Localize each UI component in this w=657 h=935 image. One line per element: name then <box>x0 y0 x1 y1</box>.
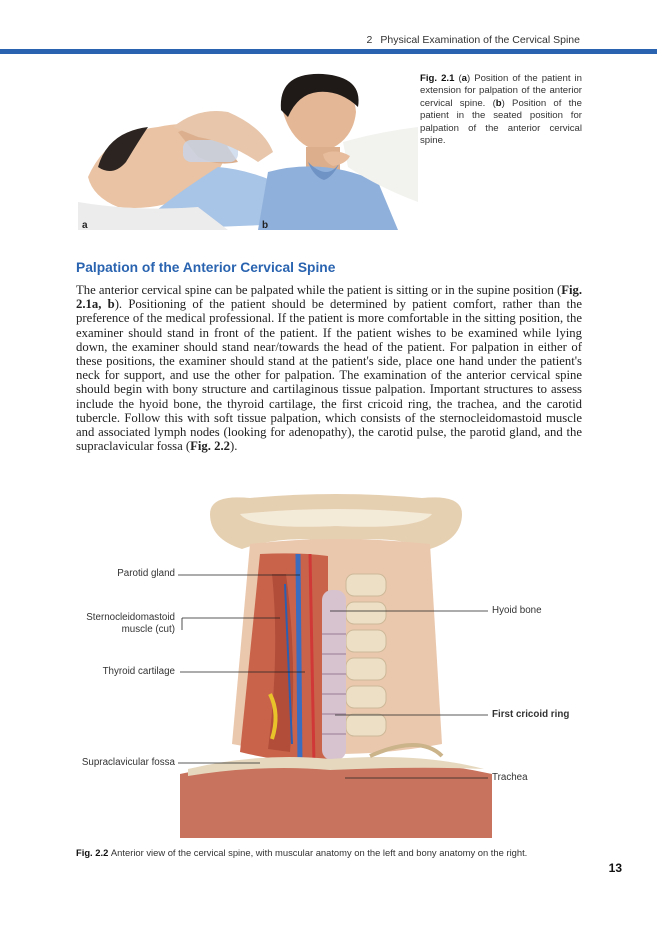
figure-2-2-illustration <box>180 494 492 838</box>
label-trachea: Trachea <box>492 772 528 783</box>
caption-ref-b: b <box>495 97 502 109</box>
caption-ref-a: a <box>461 73 467 84</box>
figure-reference: Fig. 2.1a, b <box>76 283 582 312</box>
figure-2-1-caption <box>420 73 582 147</box>
running-head <box>367 34 580 46</box>
body-paragraph <box>76 283 582 453</box>
label-first-cricoid-ring: First cricoid ring <box>492 709 570 720</box>
body-text: The anterior cervical spine can be palpated while the patient is sitting or in the supine position ( <box>76 283 562 297</box>
caption-text: ( <box>458 73 462 84</box>
chapter-number: 2 <box>366 34 373 46</box>
section-heading: Palpation of the Anterior Cervical Spine <box>76 260 336 275</box>
figure-2-2-label: Fig. 2.2 <box>76 847 109 858</box>
label-sternocleidomastoid <box>45 612 175 636</box>
figure-2-1-label: Fig. 2.1 <box>420 73 455 84</box>
label-thyroid-cartilage: Thyroid cartilage <box>102 666 175 677</box>
label-supraclavicular-fossa: Supraclavicular fossa <box>81 757 175 768</box>
header-rule <box>0 49 657 54</box>
subpanel-label-b: b <box>262 220 269 231</box>
figure-reference: Fig. 2.2 <box>190 439 230 454</box>
figure-2-2-caption <box>76 847 582 858</box>
body-text: ). <box>229 439 238 454</box>
caption-text: ) Position of the patient in extension for palpation of the anterior cervical spine. ( <box>420 73 582 109</box>
caption-text: ) Position of the patient in the seated position for palpation of the anterior cervical spine. <box>420 97 582 147</box>
figure-2-1-illustration <box>78 72 418 230</box>
label-line: Sternocleidomastoid <box>86 612 175 623</box>
seated-patient-drawing <box>258 74 418 230</box>
body-text: ). Positioning of the patient should be determined by patient comfort, rather than the preference of the medical professional. If the patient is more comfortable in the sitting position, the examiner should stand in front of the patient. If the patient wishes to be examined while lying down, the examiner should stand near/towards the head of the patient. For palpation in either of these positions, the examiner should stand at the patient's side, place one hand under the patient's neck for support, and use the other for palpation. The examination of the anterior cervical spine should begin with bony structure and cartilaginous tissue palpation. Important structures to assess include the hyoid bone, the thyroid cartilage, the first cricoid ring, the trachea, and the carotid tubercle. Follow this with soft tissue palpation, which consists of the sternocleidomastoid muscle and associated lymph nodes (looking for adenopathy), the carotid pulse, the parotid gland, and the supraclavicular fossa ( <box>76 297 582 454</box>
caption-text: Anterior view of the cervical spine, with muscular anatomy on the left and bony anatomy on the right. <box>110 847 528 858</box>
label-hyoid-bone: Hyoid bone <box>492 605 542 616</box>
label-line: muscle (cut) <box>121 624 175 635</box>
label-parotid-gland: Parotid gland <box>117 568 175 579</box>
subpanel-label-a: a <box>82 220 88 231</box>
page-number: 13 <box>608 861 622 875</box>
neck-anatomy-drawing <box>180 494 492 838</box>
chapter-title: Physical Examination of the Cervical Spine <box>380 34 580 46</box>
